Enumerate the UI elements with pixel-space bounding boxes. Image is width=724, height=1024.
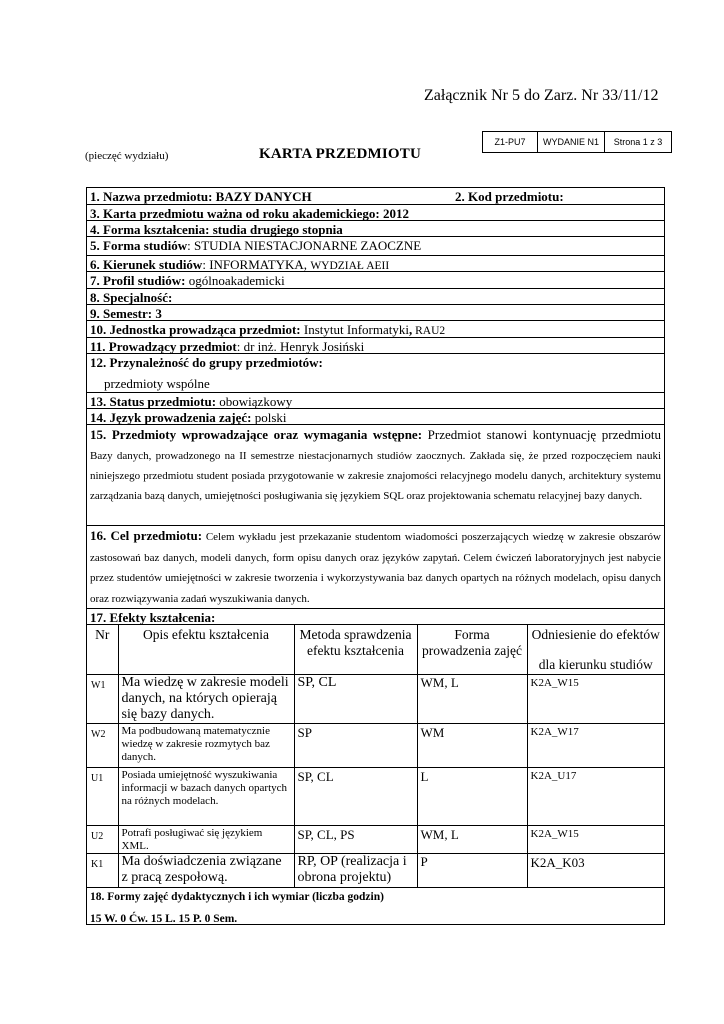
table-row: K1 Ma doświadczenia związane z pracą zespołową. RP, OP (realizacja i obrona projektu) P K2A_K03: [87, 853, 664, 887]
class-hours-value: 15 W. 0 Ćw. 15 L. 15 P. 0 Sem.: [90, 912, 238, 924]
col-nr: Nr: [87, 625, 118, 674]
field-semester: 9. Semestr: 3: [87, 305, 664, 321]
course-group-value: przedmioty wspólne: [104, 376, 210, 391]
field-course-objective: 16. Cel przedmiotu: Celem wykładu jest przekazanie studentom wiadomości poszerzających wiedzę w zakresie obszarów zastosowań baz danych, modeli danych, form opisu danych oraz języków zapytań. Celem ćwiczeń laboratoryjnych jest nabycie przez studentów umiejętności w zakresie tworzenia i wykorzystywania baz danych opartych na różnych modelach, opisu danych oraz rozwiązywania zadań wyszukiwania danych.: [87, 526, 664, 609]
table-row: U1 Posiada umiejętność wyszukiwania informacji w bazach danych opartych na różnych modelach. SP, CL L K2A_U17: [87, 767, 664, 825]
field-specialization: 8. Specjalność:: [87, 289, 664, 305]
field-field-of-study: 6. Kierunek studiów: INFORMATYKA, WYDZIAŁ AEII: [87, 256, 664, 272]
field-course-status: 13. Status przedmiotu: obowiązkowy: [87, 393, 664, 409]
course-card-form: [86, 187, 665, 925]
field-lecturer: 11. Prowadzący przedmiot: dr inż. Henryk Josiński: [87, 338, 664, 354]
col-description: Opis efektu kształcenia: [118, 625, 294, 674]
table-row: U2 Potrafi posługiwać się językiem XML. SP, CL, PS WM, L K2A_W15: [87, 825, 664, 853]
document-code-table: [482, 131, 672, 153]
document-code: Z1-PU7: [483, 132, 538, 153]
field-prerequisites: 15. Przedmioty wprowadzające oraz wymagania wstępne: Przedmiot stanowi kontynuację przedmiotu Bazy danych, prowadzonego na II semestrze niestacjonarnych studiów zaocznych. Zakłada się, że przed rozpoczęciem nauki niniejszego przedmiotu student posiada przygotowanie w zakresie znajomości relacyjnego modelu danych, architektury systemu zarządzania bazą danych, umiejętności posługiwania się językiem SQL oraz projektowania schematu relacyjnej bazy danych.: [87, 425, 664, 526]
course-name-value: BAZY DANYCH: [215, 189, 312, 204]
field-course-group: 12. Przynależność do grupy przedmiotów: przedmioty wspólne: [87, 354, 664, 393]
field-language: 14. Język prowadzenia zajęć: polski: [87, 409, 664, 425]
col-method: Metoda sprawdzenia efektu kształcenia: [294, 625, 417, 674]
field-course-code: 2. Kod przedmiotu:: [455, 189, 564, 204]
page-number: Strona 1 z 3: [605, 132, 672, 153]
field-study-profile: 7. Profil studiów: ogólnoakademicki: [87, 272, 664, 289]
field-education-form: 4. Forma kształcenia: studia drugiego stopnia: [87, 221, 664, 237]
field-unit: 10. Jednostka prowadząca przedmiot: Instytut Informatyki, RAU2: [87, 321, 664, 338]
col-form: Forma prowadzenia zajęć: [417, 625, 527, 674]
col-reference: Odniesienie do efektów dla kierunku studiów: [527, 625, 664, 674]
faculty-stamp-label: (pieczęć wydziału): [85, 150, 169, 162]
edition: WYDANIE N1: [538, 132, 605, 153]
annex-reference: Załącznik Nr 5 do Zarz. Nr 33/11/12: [424, 87, 659, 104]
page-title: KARTA PRZEDMIOTU: [259, 146, 421, 162]
field-learning-outcomes: 17. Efekty kształcenia:: [87, 609, 664, 625]
field-study-form: 5. Forma studiów: STUDIA NIESTACJONARNE ZAOCZNE: [87, 237, 664, 256]
field-class-forms: 18. Formy zajęć dydaktycznych i ich wymiar (liczba godzin) 15 W. 0 Ćw. 15 L. 15 P. 0 Sem.: [87, 888, 664, 924]
learning-outcomes-table: [87, 625, 664, 888]
field-course-name: 1. Nazwa przedmiotu: BAZY DANYCH 2. Kod przedmiotu:: [87, 188, 664, 205]
field-valid-from: 3. Karta przedmiotu ważna od roku akademickiego: 2012: [87, 205, 664, 221]
outcomes-header-row: [87, 625, 664, 674]
table-row: W2 Ma podbudowaną matematycznie wiedzę w zakresie rozmytych baz danych. SP WM K2A_W17: [87, 723, 664, 767]
table-row: W1 Ma wiedzę w zakresie modeli danych, na których opierają się bazy danych. SP, CL WM, L K2A_W15: [87, 674, 664, 723]
